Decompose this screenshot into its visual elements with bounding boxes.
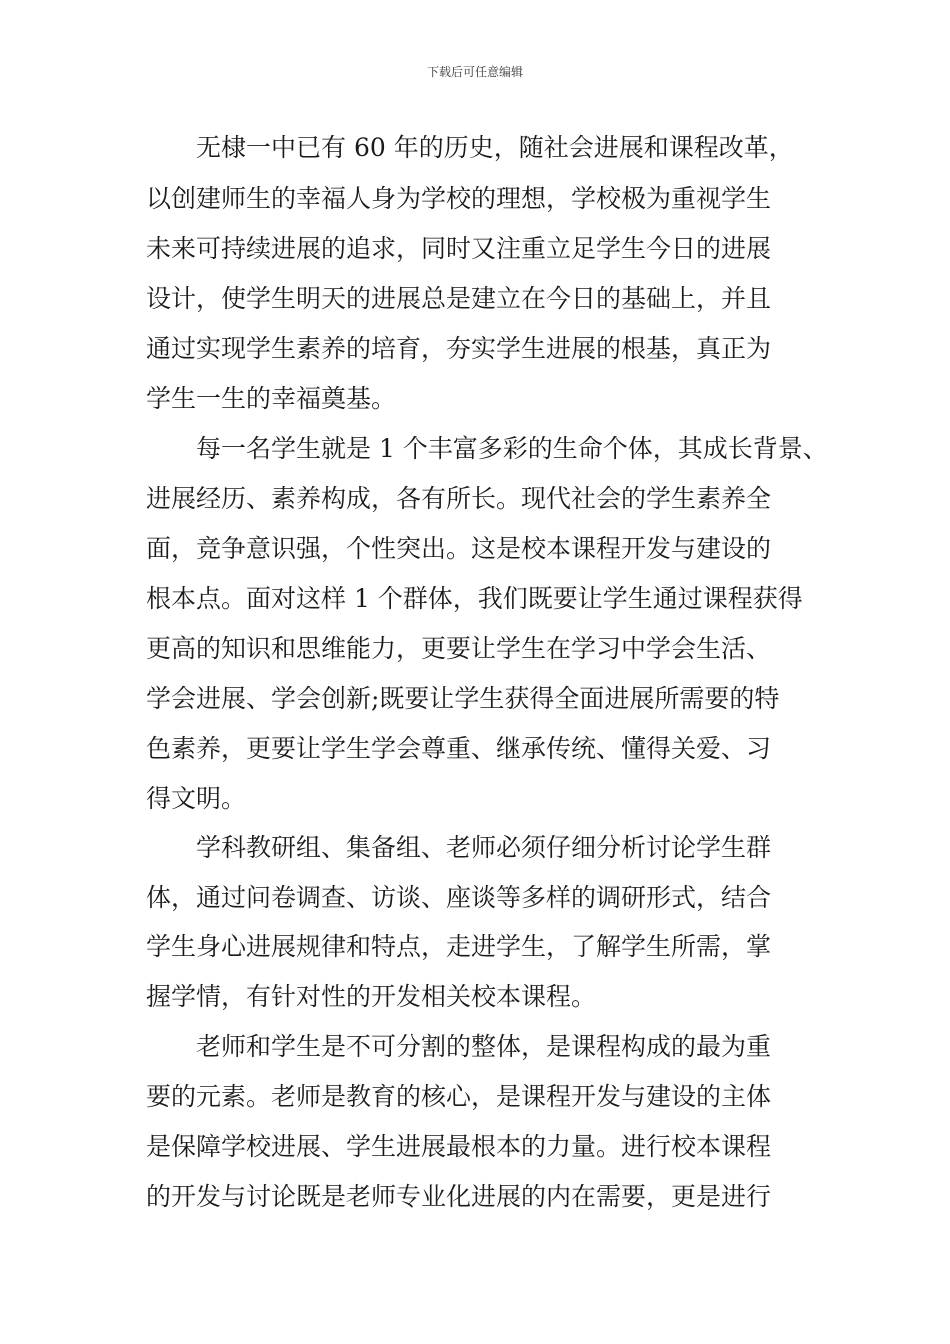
- paragraph-line: 每一名学生就是 1 个丰富多彩的生命个体，其成长背景、: [196, 434, 828, 463]
- paragraph-line: 握学情，有针对性的开发相关校本课程。: [146, 982, 597, 1011]
- paragraph-line: 得文明。: [146, 784, 247, 813]
- paragraph-line: 要的元素。老师是教育的核心，是课程开发与建设的主体: [146, 1082, 772, 1111]
- paragraph-line: 学生一生的幸福奠基。: [146, 384, 397, 413]
- paragraph-line: 无棣一中已有 60 年的历史，随社会进展和课程改革，: [196, 133, 794, 162]
- paragraph-line: 未来可持续进展的追求，同时又注重立足学生今日的进展: [146, 234, 772, 263]
- paragraph-line: 以创建师生的幸福人身为学校的理想，学校极为重视学生: [146, 184, 772, 213]
- paragraph-line: 学生身心进展规律和特点，走进学生，了解学生所需，掌: [146, 932, 772, 961]
- paragraph-line: 学会进展、学会创新;既要让学生获得全面进展所需要的特: [146, 684, 780, 713]
- paragraph-line: 色素养，更要让学生学会尊重、继承传统、懂得关爱、习: [146, 734, 772, 763]
- paragraph-line: 面，竞争意识强，个性突出。这是校本课程开发与建设的: [146, 534, 772, 563]
- paragraph-line: 学科教研组、集备组、老师必须仔细分析讨论学生群: [196, 833, 772, 862]
- paragraph-line: 设计，使学生明天的进展总是建立在今日的基础上，并且: [146, 284, 772, 313]
- paragraph-line: 老师和学生是不可分割的整体，是课程构成的最为重: [196, 1032, 772, 1061]
- paragraph-line: 体，通过问卷调查、访谈、座谈等多样的调研形式，结合: [146, 883, 772, 912]
- paragraph-line: 通过实现学生素养的培育，夯实学生进展的根基，真正为: [146, 334, 772, 363]
- paragraph-line: 的开发与讨论既是老师专业化进展的内在需要，更是进行: [146, 1182, 772, 1211]
- paragraph-line: 是保障学校进展、学生进展最根本的力量。进行校本课程: [146, 1132, 772, 1161]
- paragraph-line: 根本点。面对这样 1 个群体，我们既要让学生通过课程获得: [146, 584, 803, 613]
- paragraph-line: 更高的知识和思维能力，更要让学生在学习中学会生活、: [146, 634, 772, 663]
- page-header: 下载后可任意编辑: [426, 65, 523, 79]
- paragraph-line: 进展经历、素养构成，各有所长。现代社会的学生素养全: [146, 484, 772, 513]
